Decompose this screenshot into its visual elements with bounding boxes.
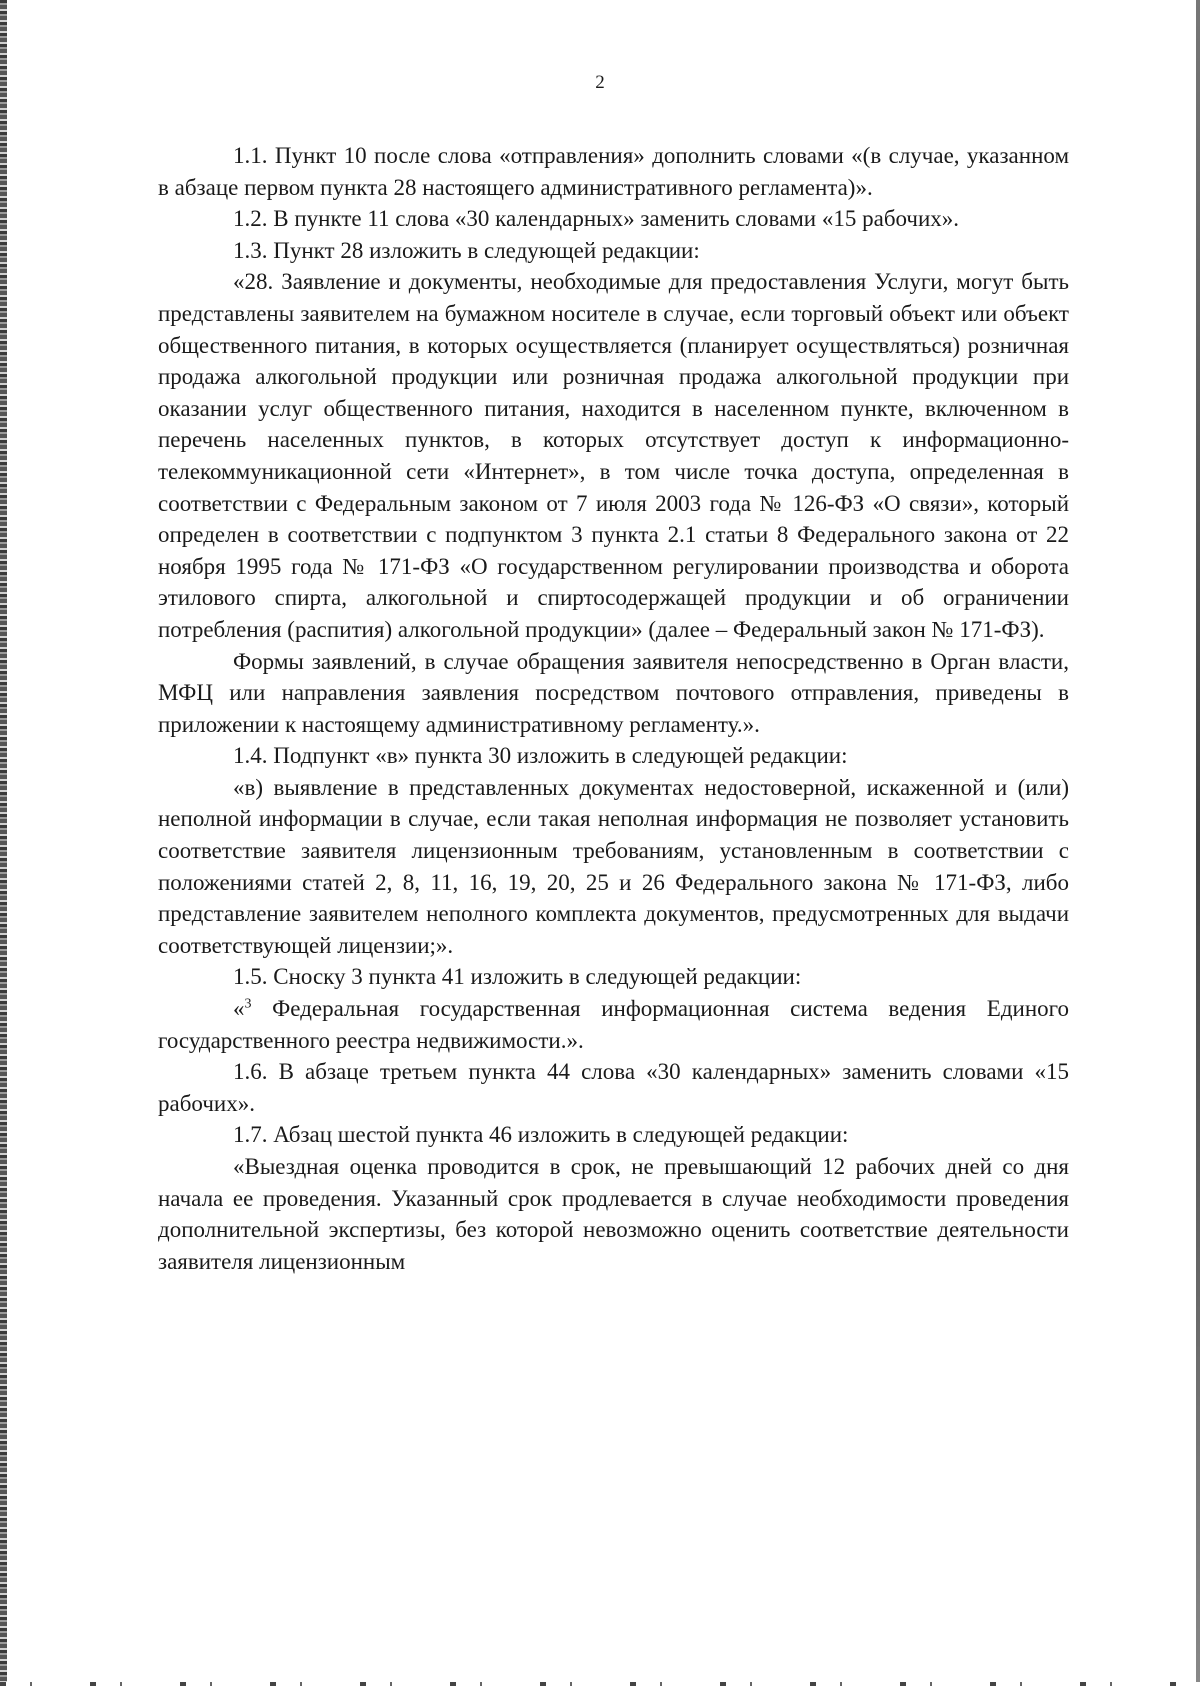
paragraph-item-28: «28. Заявление и документы, необходимые для предоставления Услуги, могут быть представлены заявителем на бумажном носителе в случае, если торговый объект или объект общественного питания, в которых осуществляется (планирует осуществляться) розничная продажа алкогольной продукции или розничная продажа алкогольной продукции при оказании услуг общественного питания, находится в населенном пункте, включенном в перечень населенных пунктов, в которых отсутствует доступ к информационно-телекоммуникационной сети «Интернет», в том числе точка доступа, определенная в соответствии с Федеральным законом от 7 июля 2003 года № 126-ФЗ «О связи», который определен в соответствии с подпунктом 3 пункта 2.1 статьи 8 Федерального закона от 22 ноября 1995 года № 171-ФЗ «О государственном регулировании производства и оборота этилового спирта, алкогольной и спиртосодержащей продукции и об ограничении потребления (распития) алкогольной продукции» (далее – Федеральный закон № 171-ФЗ). <box>158 269 1069 642</box>
scan-edge-right <box>1196 0 1200 1686</box>
paragraph-1-3: 1.3. Пункт 28 изложить в следующей редакции: <box>233 237 700 263</box>
paragraph-1-4: 1.4. Подпункт «в» пункта 30 изложить в следующей редакции: <box>233 743 848 769</box>
paragraph-forms: Формы заявлений, в случае обращения заявителя непосредственно в Орган власти, МФЦ или направления заявления посредством почтового отправления, приведены в приложении к настоящему административному регламенту.». <box>158 648 1069 737</box>
paragraph-1-6: 1.6. В абзаце третьем пункта 44 слова «30 календарных» заменить словами «15 рабочих». <box>158 1059 1069 1116</box>
paragraph-1-2: 1.2. В пункте 11 слова «30 календарных» заменить словами «15 рабочих». <box>233 206 960 232</box>
paragraph-1-1: 1.1. Пункт 10 после слова «отправления» дополнить словами «(в случае, указанном в абзаце первом пункта 28 настоящего административного регламента)». <box>158 143 1069 200</box>
paragraph-footnote-3 <box>158 993 1069 1056</box>
footnote-open-quote: « <box>233 996 245 1022</box>
paragraph-1-7: 1.7. Абзац шестой пункта 46 изложить в следующей редакции: <box>233 1122 849 1148</box>
document-body <box>158 140 1069 1277</box>
page-number: 2 <box>595 72 605 93</box>
footnote-text: Федеральная государственная информационная система ведения Единого государственного реестра недвижимости.». <box>158 996 1069 1053</box>
paragraph-subitem-v: «в) выявление в представленных документах недостоверной, искаженной и (или) неполной информации в случае, если такая неполная информация не позволяет установить соответствие заявителя лицензионным требованиям, установленным в соответствии с положениями статей 2, 8, 11, 16, 19, 20, 25 и 26 Федерального закона № 171-ФЗ, либо представление заявителем неполного комплекта документов, предусмотренных для выдачи соответствующей лицензии;». <box>158 774 1069 958</box>
footnote-marker: 3 <box>244 996 252 1012</box>
paragraph-field-assessment: «Выездная оценка проводится в срок, не превышающий 12 рабочих дней со дня начала ее проведения. Указанный срок продлевается в случае необходимости проведения дополнительной экспертизы, без которой невозможно оценить соответствие деятельности заявителя лицензионным <box>158 1154 1069 1274</box>
paragraph-1-5: 1.5. Сноску 3 пункта 41 изложить в следующей редакции: <box>233 964 802 990</box>
scan-edge-bottom <box>0 1682 1200 1686</box>
scan-edge-left <box>0 0 7 1686</box>
